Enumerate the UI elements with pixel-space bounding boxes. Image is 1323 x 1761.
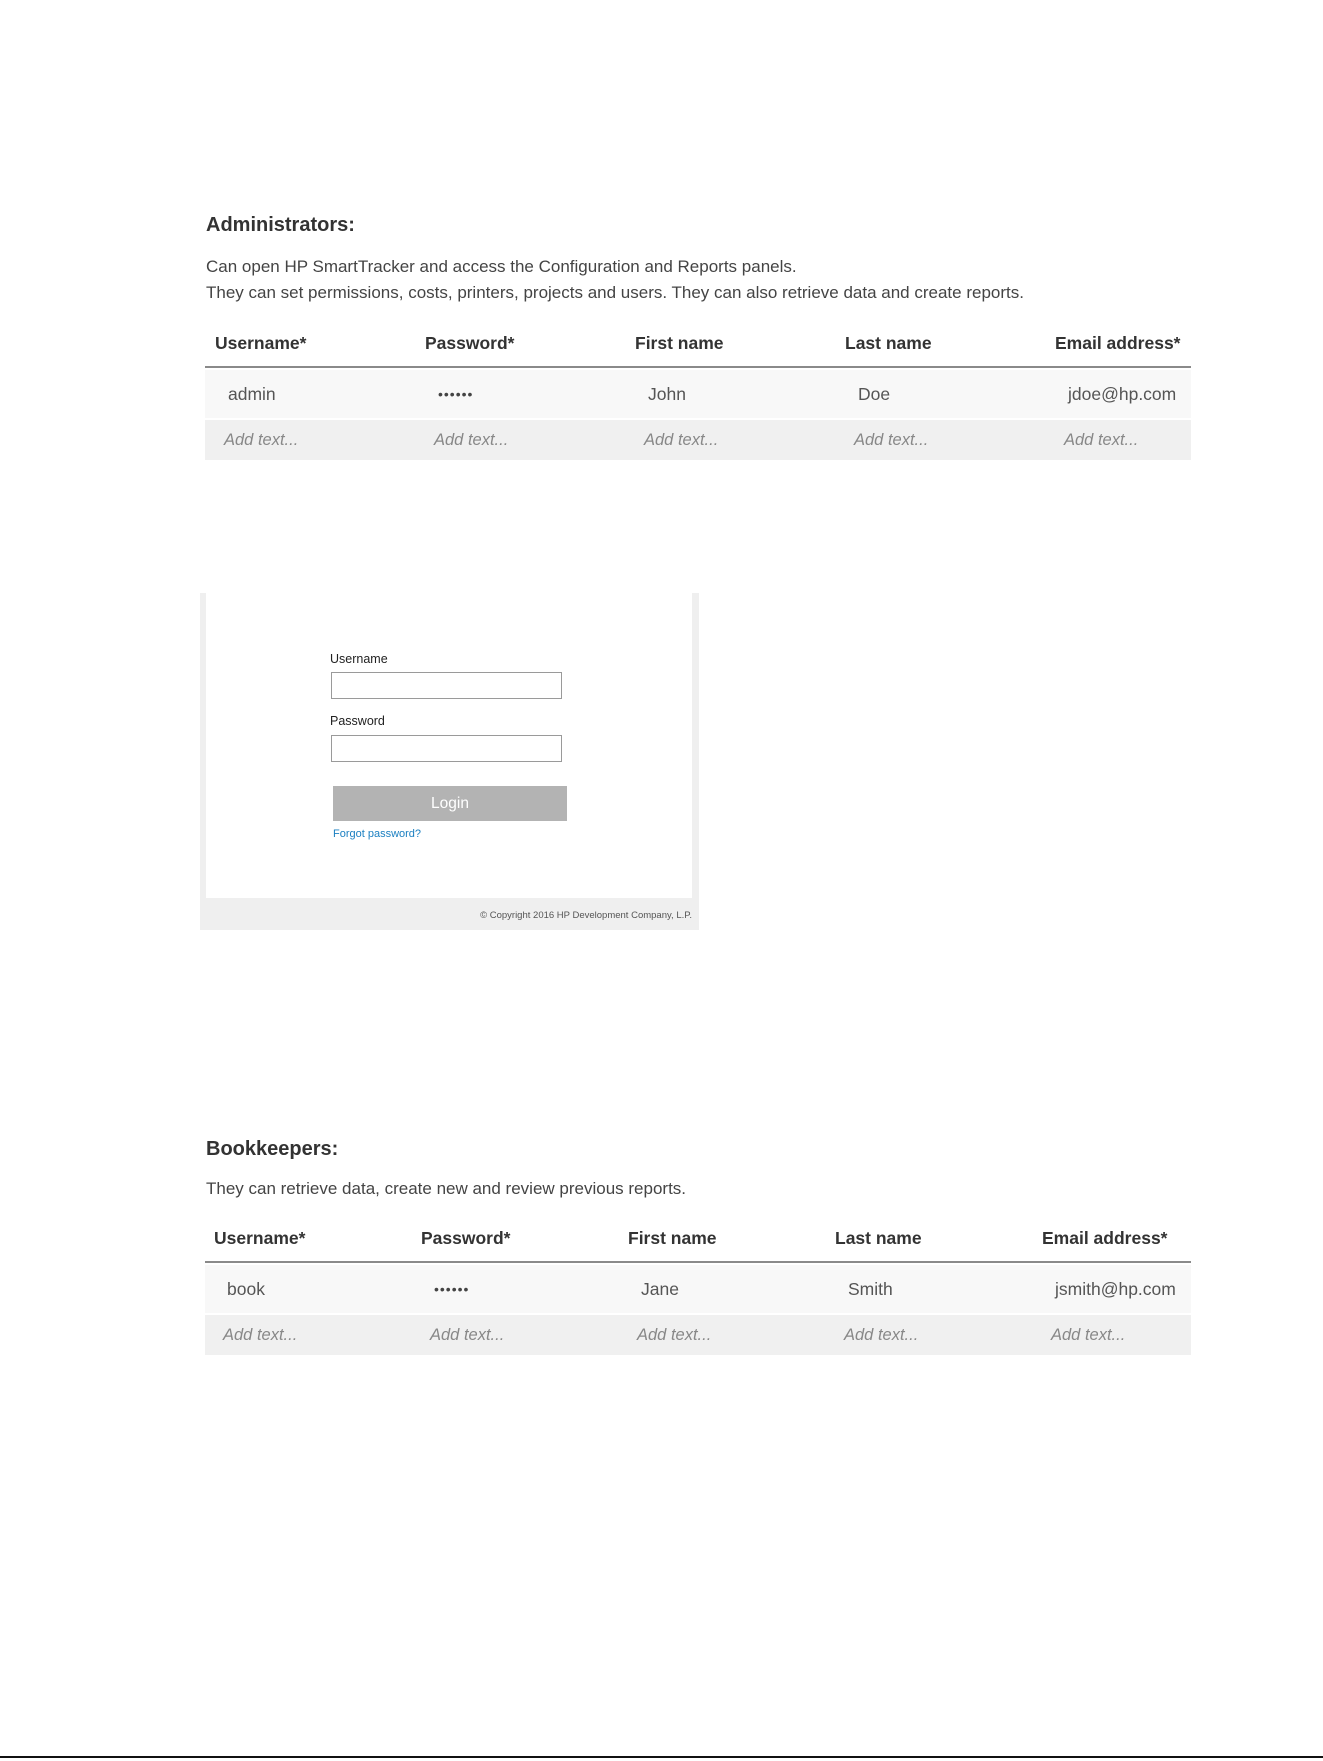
table-row[interactable] bbox=[205, 370, 1191, 418]
description-line: They can set permissions, costs, printers, projects and users. They can also retrieve data and create reports. bbox=[206, 283, 1024, 302]
password-input[interactable] bbox=[331, 735, 562, 762]
copyright-text: © Copyright 2016 HP Development Company, L.P. bbox=[480, 910, 692, 921]
column-header-last-name: Last name bbox=[845, 332, 932, 353]
column-header-first-name: First name bbox=[628, 1227, 717, 1248]
username-label: Username bbox=[330, 652, 388, 666]
table-header bbox=[205, 320, 1191, 368]
description-line: They can retrieve data, create new and review previous reports. bbox=[206, 1179, 687, 1198]
placeholder-first-name[interactable]: Add text... bbox=[637, 1325, 712, 1344]
login-screenshot bbox=[200, 593, 699, 930]
cell-first-name[interactable]: Jane bbox=[641, 1278, 679, 1299]
placeholder-username[interactable]: Add text... bbox=[223, 1325, 298, 1344]
cell-last-name[interactable]: Smith bbox=[848, 1278, 893, 1299]
description-line: Can open HP SmartTracker and access the Configuration and Reports panels. bbox=[206, 257, 797, 276]
login-form bbox=[206, 593, 692, 898]
column-header-email: Email address* bbox=[1055, 332, 1181, 353]
cell-username[interactable]: book bbox=[227, 1278, 265, 1299]
cell-username[interactable]: admin bbox=[228, 383, 276, 404]
placeholder-email[interactable]: Add text... bbox=[1051, 1325, 1126, 1344]
administrators-heading: Administrators: bbox=[206, 214, 355, 236]
placeholder-password[interactable]: Add text... bbox=[434, 430, 509, 449]
column-header-username: Username* bbox=[215, 332, 307, 353]
username-input[interactable] bbox=[331, 672, 562, 699]
page-bottom-rule bbox=[0, 1756, 1323, 1758]
column-header-email: Email address* bbox=[1042, 1227, 1168, 1248]
cell-password[interactable]: •••••• bbox=[434, 1281, 470, 1297]
column-header-username: Username* bbox=[214, 1227, 306, 1248]
column-header-first-name: First name bbox=[635, 332, 724, 353]
bookkeepers-description bbox=[206, 1176, 686, 1202]
column-header-last-name: Last name bbox=[835, 1227, 922, 1248]
login-button[interactable]: Login bbox=[333, 786, 567, 821]
placeholder-last-name[interactable]: Add text... bbox=[844, 1325, 919, 1344]
administrators-table bbox=[205, 320, 1191, 460]
new-entry-row[interactable] bbox=[205, 1315, 1191, 1355]
table-header bbox=[205, 1215, 1191, 1263]
column-header-password: Password* bbox=[421, 1227, 511, 1248]
placeholder-username[interactable]: Add text... bbox=[224, 430, 299, 449]
column-header-password: Password* bbox=[425, 332, 515, 353]
password-label: Password bbox=[330, 714, 385, 728]
cell-email[interactable]: jdoe@hp.com bbox=[1068, 383, 1177, 404]
new-entry-row[interactable] bbox=[205, 420, 1191, 460]
placeholder-email[interactable]: Add text... bbox=[1064, 430, 1139, 449]
cell-email[interactable]: jsmith@hp.com bbox=[1055, 1278, 1176, 1299]
bookkeepers-heading: Bookkeepers: bbox=[206, 1138, 339, 1160]
placeholder-first-name[interactable]: Add text... bbox=[644, 430, 719, 449]
placeholder-last-name[interactable]: Add text... bbox=[854, 430, 929, 449]
bookkeepers-table bbox=[205, 1215, 1191, 1355]
forgot-password-link[interactable]: Forgot password? bbox=[333, 828, 422, 840]
table-row[interactable] bbox=[205, 1265, 1191, 1313]
cell-password[interactable]: •••••• bbox=[438, 386, 474, 402]
administrators-description bbox=[206, 254, 1024, 306]
cell-last-name[interactable]: Doe bbox=[858, 383, 891, 404]
cell-first-name[interactable]: John bbox=[648, 383, 686, 404]
placeholder-password[interactable]: Add text... bbox=[430, 1325, 505, 1344]
